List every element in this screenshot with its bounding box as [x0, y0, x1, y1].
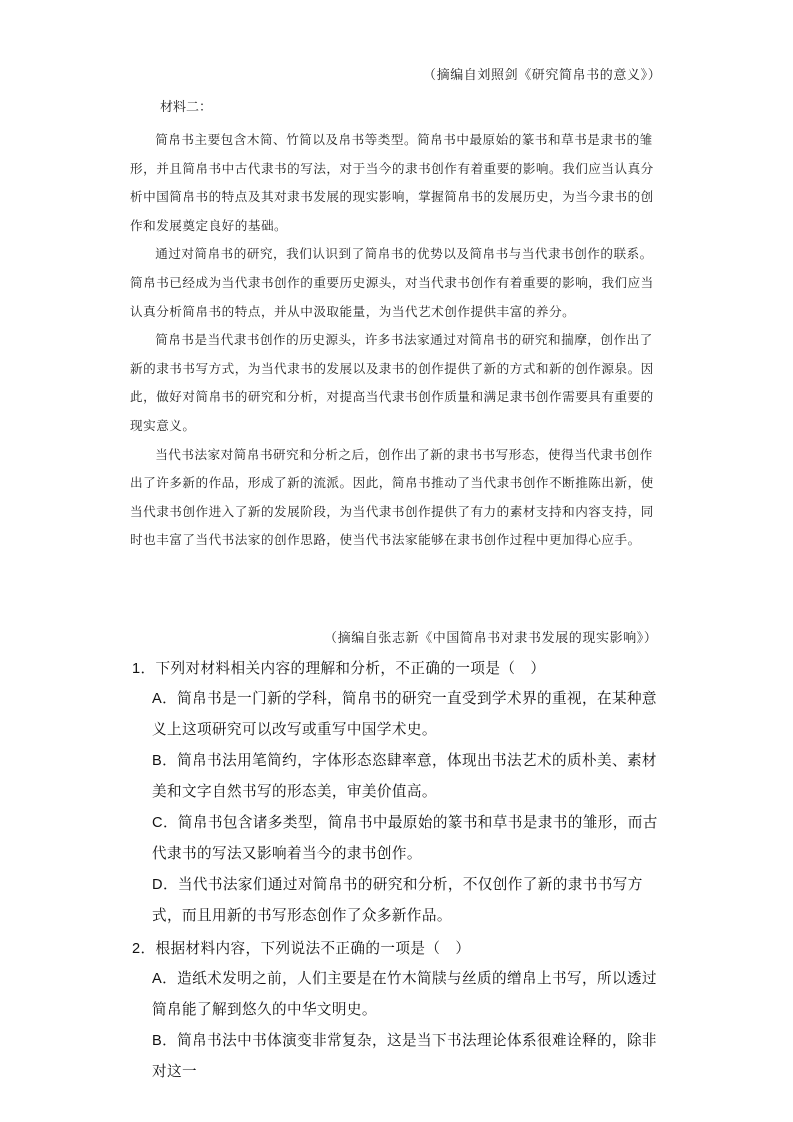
material-paragraph: 通过对简帛书的研究，我们认识到了简帛书的优势以及简帛书与当代隶书创作的联系。简帛书已经成为当代隶书创作的重要历史源头，对当代隶书创作有着重要的影响，我们应当认真分析简帛书的特点，并从中汲取能量，为当代艺术创作提供丰富的养分。	[130, 246, 654, 319]
material-paragraph: 当代书法家对简帛书研究和分析之后，创作出了新的隶书书写形态，使得当代隶书创作出了许多新的作品，形成了新的流派。因此，简帛书推动了当代隶书创作不断推陈出新，使当代隶书创作进入了新的发展阶段，为当代隶书创作提供了有力的素材支持和内容支持，同时也丰富了当代书法家的创作思路，使当代书法家能够在隶书创作过程中更加得心应手。	[130, 446, 654, 548]
option-b[interactable]: B．简帛书法用笔简约，字体形态恣肆率意，体现出书法艺术的质朴美、素材美和文字自然书写的形态美，审美价值高。	[152, 753, 657, 800]
option-b[interactable]: B．简帛书法中书体演变非常复杂，这是当下书法理论体系很难诠释的，除非对这一	[152, 1033, 657, 1080]
material-2-body	[130, 126, 662, 555]
option-c[interactable]: C．简帛书包含诸多类型，简帛书中最原始的篆书和草书是隶书的雏形，而古代隶书的写法又影响着当今的隶书创作。	[152, 815, 658, 862]
material-2-title: 材料二：	[160, 100, 213, 115]
option-a[interactable]: A．造纸术发明之前，人们主要是在竹木简牍与丝质的缯帛上书写，所以透过简帛能了解到悠久的中华文明史。	[152, 971, 657, 1018]
source-citation-2: （摘编自张志新《中国简帛书对隶书发展的现实影响》）	[324, 631, 658, 646]
option-d[interactable]: D．当代书法家们通过对简帛书的研究和分析，不仅创作了新的隶书书写方式，而且用新的书写形态创作了众多新作品。	[152, 877, 643, 924]
source-citation-1: （摘编自刘照剑《研究简帛书的意义》）	[423, 68, 662, 83]
question-stem: 1．下列对材料相关内容的理解和分析，不正确的一项是（ ）	[132, 661, 546, 677]
question-2	[132, 934, 660, 1088]
option-a[interactable]: A．简帛书是一门新的学科，简帛书的研究一直受到学术界的重视，在某种意义上这项研究可以改写或重写中国学术史。	[152, 691, 657, 738]
material-paragraph: 简帛书主要包含木简、竹简以及帛书等类型。简帛书中最原始的篆书和草书是隶书的雏形，并且简帛书中古代隶书的写法，对于当今的隶书创作有着重要的影响。我们应当认真分析中国简帛书的特点及其对隶书发展的现实影响，掌握简帛书的发展历史，为当今隶书的创作和发展奠定良好的基础。	[130, 132, 654, 233]
question-stem: 2．根据材料内容，下列说法不正确的一项是（ ）	[132, 941, 471, 957]
material-paragraph: 简帛书是当代隶书创作的历史源头，许多书法家通过对简帛书的研究和揣摩，创作出了新的隶书书写方式，为当代隶书的发展以及隶书的创作提供了新的方式和新的创作源泉。因此，做好对简帛书的研究和分析，对提高当代隶书创作质量和满足隶书创作需要具有重要的现实意义。	[130, 332, 654, 433]
question-1	[132, 654, 660, 932]
